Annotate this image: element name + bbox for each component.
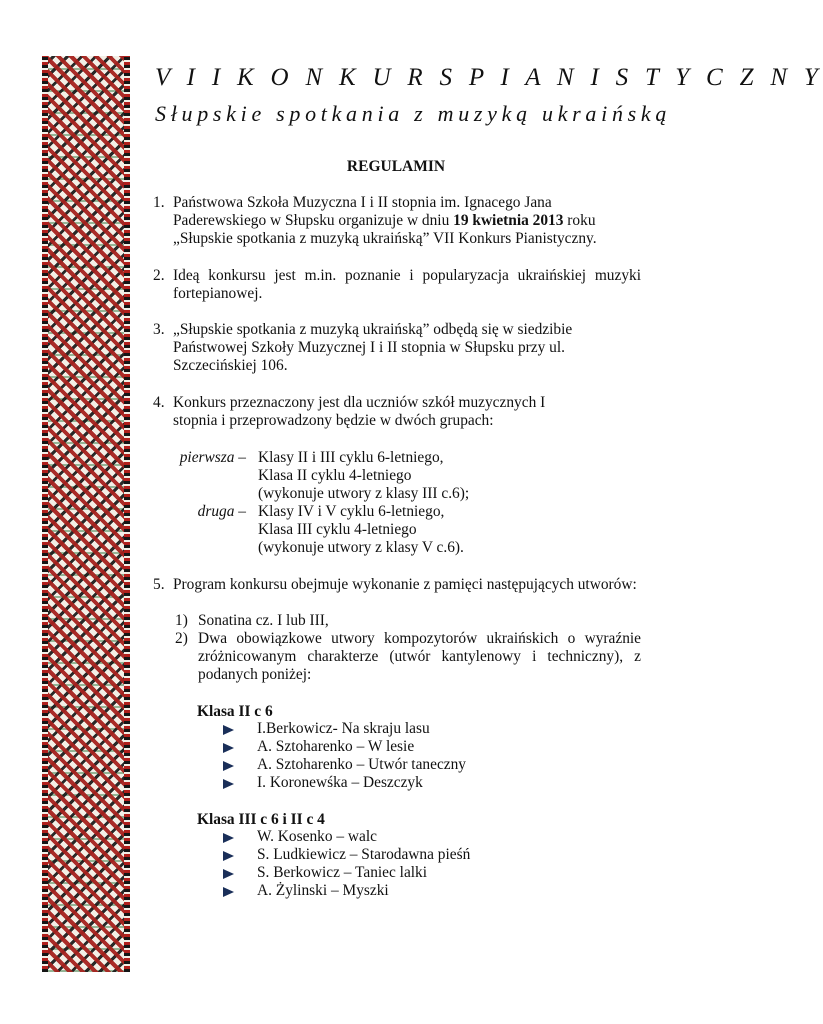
rule-text: Ideą konkursu jest m.in. poznanie i popularyzacja ukraińskiej muzyki fortepianowej. — [173, 267, 641, 302]
group-line: Klasa II cyklu 4-letniego — [258, 467, 412, 484]
group-label-first: pierwsza – — [179, 449, 246, 466]
program-text: Dwa obowiązkowe utwory kompozytorów ukraińskich o wyraźnie zróżnicowanym charakterze (utwór kantylenowy i techniczny), z podanych poniżej: — [198, 630, 641, 683]
piece-item: S. Berkowicz – Taniec lalki — [257, 864, 428, 881]
rule-text: Program konkursu obejmuje wykonanie z pamięci następujących utworów: — [173, 576, 637, 593]
klasa-heading: Klasa II c 6 — [197, 703, 273, 720]
group-line: Klasa III cyklu 4-letniego — [258, 521, 417, 538]
piece-item: W. Kosenko – walc — [257, 828, 377, 845]
piece-item: I. Koronewśka – Deszczyk — [257, 774, 423, 791]
piece-item: A. Sztoharenko – W lesie — [257, 738, 415, 755]
contest-title: V I I K O N K U R S P I A N I S T Y C Z N Y — [155, 64, 823, 91]
arrow-bullet-icon — [223, 761, 234, 771]
group-line: (wykonuje utwory z klasy III c.6); — [258, 485, 470, 502]
arrow-bullet-icon — [223, 887, 234, 897]
rule-item-1 — [153, 194, 641, 248]
piece-item: S. Ludkiewicz – Starodawna pieśń — [257, 846, 471, 863]
rule-text — [173, 194, 641, 248]
rule-text-part: Państwowa Szkoła Muzyczna I i II stopnia im. Ignacego Jana Paderewskiego w Słupsku organizuje w dniu — [173, 194, 552, 229]
piece-item: A. Żylinski – Myszki — [257, 882, 389, 899]
program-number: 1) — [175, 612, 188, 629]
rule-number: 1. — [153, 194, 165, 211]
group-line: Klasy IV i V cyklu 6-letniego, — [258, 503, 445, 520]
group-line: (wykonuje utwory z klasy V c.6). — [258, 539, 464, 556]
arrow-bullet-icon — [223, 833, 234, 843]
arrow-bullet-icon — [223, 851, 234, 861]
program-item-2 — [175, 630, 641, 684]
arrow-bullet-icon — [223, 725, 234, 735]
rule-text: „Słupskie spotkania z muzyką ukraińską” odbędą się w siedzibie Państwowej Szkoły Muzycznej I i II stopnia w Słupsku przy ul. Szczecińskiej 106. — [173, 321, 573, 374]
program-number: 2) — [175, 630, 188, 647]
program-text: Sonatina cz. I lub III, — [198, 612, 329, 629]
rule-item-2 — [153, 267, 641, 303]
rule-text: Konkurs przeznaczony jest dla uczniów szkół muzycznych I stopnia i przeprowadzony będzie w dwóch grupach: — [173, 394, 546, 429]
rule-item-4 — [153, 394, 573, 430]
piece-item: I.Berkowicz- Na skraju lasu — [257, 720, 430, 737]
klasa-heading: Klasa III c 6 i II c 4 — [197, 811, 325, 828]
arrow-bullet-icon — [223, 869, 234, 879]
rule-number: 2. — [153, 267, 165, 284]
rule-item-3 — [153, 321, 598, 375]
group-line: Klasy II i III cyklu 6-letniego, — [258, 449, 444, 466]
rule-item-5 — [153, 576, 641, 594]
regulations-heading: REGULAMIN — [346, 158, 446, 175]
piece-item: A. Sztoharenko – Utwór taneczny — [257, 756, 466, 773]
embroidery-border — [42, 56, 130, 972]
rule-number: 5. — [153, 576, 165, 593]
group-label-second: druga – — [197, 503, 246, 520]
contest-subtitle: Słupskie spotkania z muzyką ukraińską — [155, 101, 672, 126]
rule-text-part: roku „Słupskie spotkania z muzyką ukraińską” VII Konkurs Pianistyczny. — [173, 212, 597, 247]
arrow-bullet-icon — [223, 779, 234, 789]
contest-date: 19 kwietnia 2013 — [453, 212, 564, 229]
rule-number: 4. — [153, 394, 165, 411]
rule-number: 3. — [153, 321, 165, 338]
arrow-bullet-icon — [223, 743, 234, 753]
program-item-1 — [175, 612, 641, 630]
